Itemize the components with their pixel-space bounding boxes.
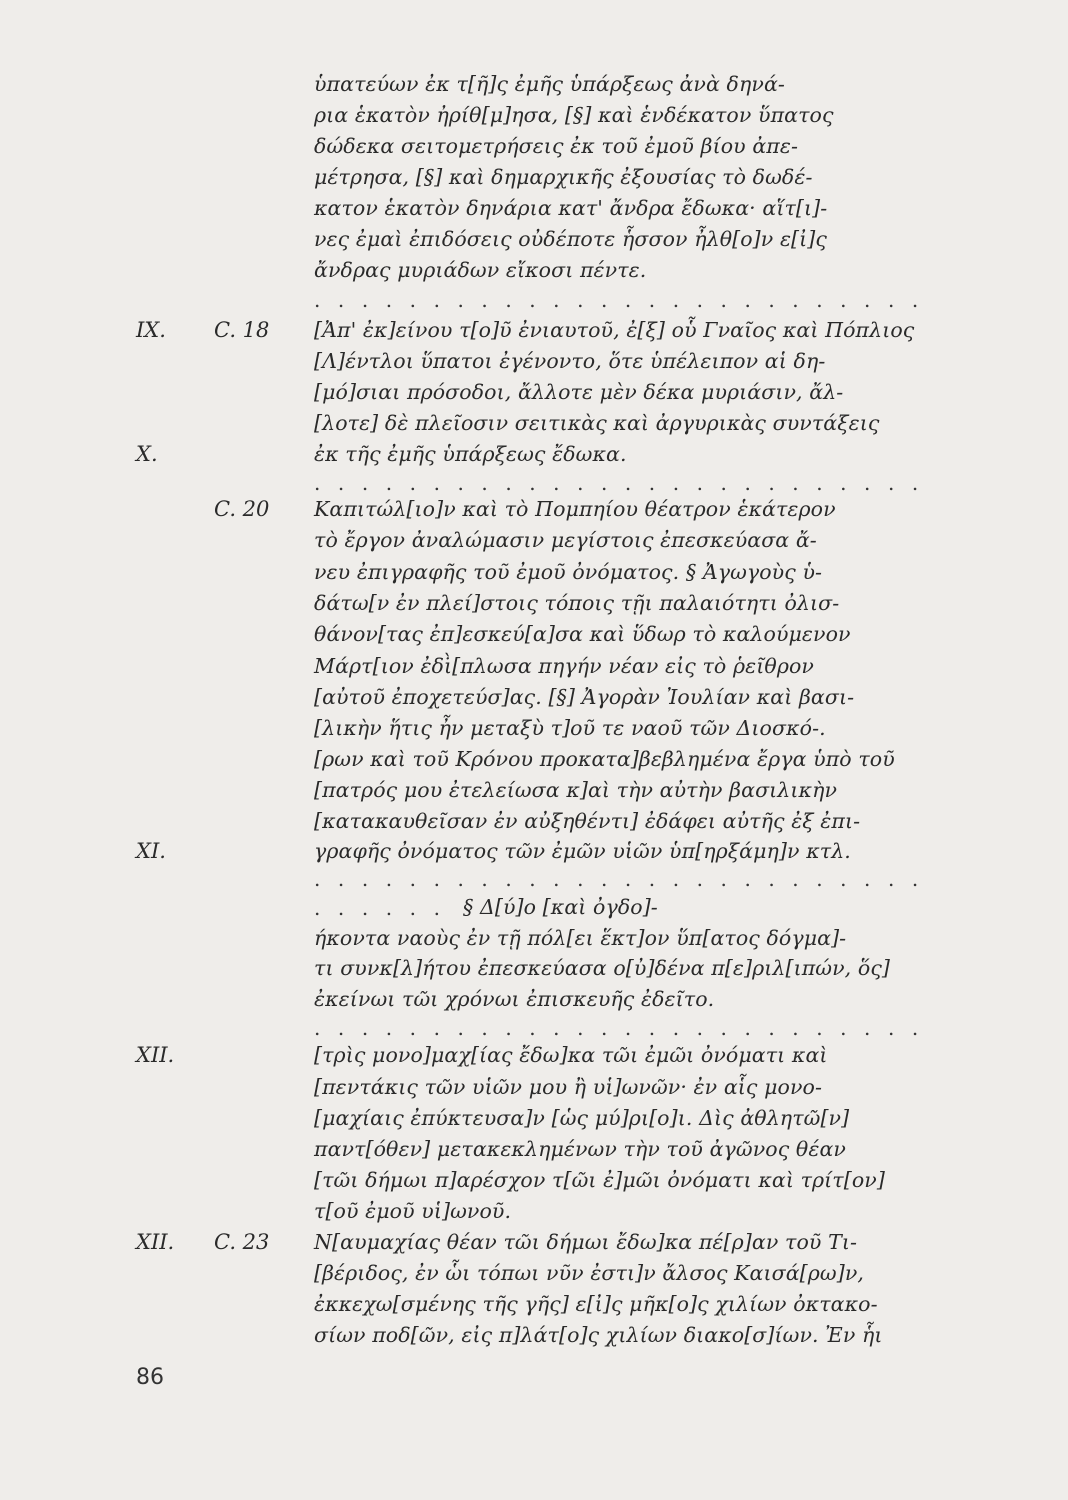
text-line: [λοτε] δὲ πλεῖοσιν σειτικὰς καὶ ἀργυρικὰς συντάξεις — [314, 411, 880, 435]
text-line: κατον ἑκατὸν δηνάρια κατ' ἄνδρα ἔδωκα· αἵτ[ι]- — [314, 196, 828, 220]
text-line: [βέριδος, ἐν ὧι τόπωι νῦν ἐστι]ν ἄλσος Καισά[ρω]ν, — [314, 1261, 865, 1285]
ellipsis-separator: . . . . . . . . . . . . . . . . . . . . . . . . . . — [314, 1016, 924, 1040]
text-line: τ[οῦ ἐμοῦ υἱ]ωνοῦ. — [314, 1199, 512, 1223]
chapter-marker-x: X. — [136, 442, 158, 466]
text-line: [Ἀπ' ἐκ]είνου τ[ο]ῦ ἐνιαυτοῦ, ἐ[ξ] οὗ Γναῖος καὶ Πόπλιος — [314, 318, 915, 342]
text-line: δώδεκα σειτομετρήσεις ἐκ τοῦ ἐμοῦ βίου ἀπε- — [314, 134, 798, 158]
text-line: [Λ]έντλοι ὕπατοι ἐγένοντο, ὅτε ὑπέλειπον αἱ δη- — [314, 349, 826, 373]
section-marker-c20: C. 20 — [214, 497, 270, 521]
text-line: γραφῆς ὀνόματος τῶν ἐμῶν υἱῶν ὑπ[ηρξάμη]ν κτλ. — [314, 839, 851, 863]
text-line: ήκοντα ναοὺς ἐν τῇ πόλ[ει ἕκτ]ον ὕπ[ατος δόγμα]- — [314, 926, 847, 950]
text-line: ἐκείνωι τῶι χρόνωι ἐπισκευῆς ἐδεῖτο. — [314, 987, 715, 1011]
ellipsis-separator: . . . . . . . . . . . . . . . . . . . . . . . . . . — [314, 288, 924, 312]
text-line: [μό]σιαι πρόσοδοι, ἄλλοτε μὲν δέκα μυριάσιν, ἄλ- — [314, 380, 844, 404]
text-line: Μάρτ[ιον ἐδι̇̀[πλωσα πηγήν νέαν εἰς τὸ ῥεῖθρον — [314, 654, 814, 678]
text-line: [πατρός μου ἐτελείωσα κ]αὶ τὴν αὐτὴν βασιλικὴν — [314, 778, 838, 802]
text-line: δάτω[ν ἐν πλεί]στοις τόποις τῇι παλαιότητι ὀλισ- — [314, 591, 840, 615]
chapter-marker-xii: XII. — [136, 1043, 175, 1067]
section-marker-c23: C. 23 — [214, 1230, 270, 1254]
text-line: ἐκκεχω[σμένης τῆς γῆς] ε[ἰ]ς μῆκ[ο]ς χιλίων ὀκτακο- — [314, 1292, 878, 1316]
page-number: 86 — [136, 1365, 164, 1390]
leading-dots: . . . . . . — [314, 896, 446, 920]
text-line: Καπιτώλ[ιο]ν καὶ τὸ Πομπηίου θέατρον ἑκάτερον — [314, 497, 836, 521]
text-line: ἐκ τῆς ἐμῆς ὑπάρξεως ἔδωκα. — [314, 442, 627, 466]
text-line: θάνον[τας ἐπ]εσκεύ[α]σα καὶ ὕδωρ τὸ καλούμενον — [314, 622, 851, 646]
text-line: [κατακαυθεῖσαν ἐν αὐξηθέντι] ἐδάφει αὐτῆς ἐξ ἐπι- — [314, 809, 861, 833]
text-line: § Δ[ύ]ο [καὶ ὀγδο]- — [463, 895, 658, 919]
text-line: σίων ποδ[ῶν, εἰς π]λάτ[ο]ς χιλίων διακο[σ]ίων. Ἐν ἧι — [314, 1323, 883, 1347]
text-line: [αὐτοῦ ἐποχετεύσ]ας. [§] Ἀγορὰν Ἰουλίαν καὶ βασι- — [314, 685, 855, 709]
text-line: [τῶι δήμωι π]αρέσχον τ[ῶι ἐ]μῶι ὀνόματι καὶ τρίτ[ον] — [314, 1168, 885, 1192]
text-line: [πεντάκις τῶν υἱῶν μου ἢ υἱ]ωνῶν· ἐν αἷς μονο- — [314, 1075, 823, 1099]
text-line: ὑπατεύων ἐκ τ[ῆ]ς ἐμῆς ὑπάρξεως ἀνὰ δηνά- — [314, 72, 785, 96]
text-line: [τρὶς μονο]μαχ[ίας ἔδω]κα τῶι ἐμῶι ὀνόματι καὶ — [314, 1043, 828, 1067]
text-line: [ρων καὶ τοῦ Κρόνου προκατα]βεβλημένα ἔργα ὑπὸ τοῦ — [314, 747, 895, 771]
text-line: ἄνδρας μυριάδων εἴκοσι πέντε. — [314, 258, 647, 282]
chapter-marker-xii: XII. — [136, 1230, 175, 1254]
chapter-marker-xi: XI. — [136, 839, 166, 863]
text-line: τι συνκ[λ]ήτου ἐπεσκεύασα ο[ὐ]δένα π[ε]ριλ[ιπών, ὅς] — [314, 956, 891, 980]
text-line: νευ ἐπιγραφῆς τοῦ ἐμοῦ ὀνόματος. § Ἀγωγοὺς ὑ- — [314, 560, 823, 584]
text-line: παντ[όθεν] μετακεκλημένων τὴν τοῦ ἀγῶνος θέαν — [314, 1137, 846, 1161]
text-line: μέτρησα, [§] καὶ δημαρχικῆς ἐξουσίας τὸ δωδέ- — [314, 165, 813, 189]
text-line: τὸ ἔργον ἀναλώμασιν μεγίστοις ἐπεσκεύασα ἄ- — [314, 528, 817, 552]
text-line: Ν[αυμαχίας θέαν τῶι δήμωι ἔδω]κα πέ[ρ]αν τοῦ Τι- — [314, 1230, 858, 1254]
ellipsis-separator: . . . . . . . . . . . . . . . . . . . . . . . . . . — [314, 867, 924, 891]
ellipsis-separator: . . . . . . . . . . . . . . . . . . . . . . . . . . — [314, 471, 924, 495]
text-line: ρια ἑκατὸν ἠρίθ[μ]ησα, [§] καὶ ἑνδέκατον ὕπατος — [314, 103, 834, 127]
text-line: [μαχίαις ἐπύκτευσα]ν [ὡς μύ]ρι[ο]ι. Δὶς ἀθλητῶ[ν] — [314, 1106, 850, 1130]
chapter-marker-ix: IX. — [136, 318, 166, 342]
text-line: νες ἐμαὶ ἐπιδόσεις οὐδέποτε ἧσσον ἦλθ[ο]ν ε[ἰ]ς — [314, 227, 827, 251]
section-marker-c18: C. 18 — [214, 318, 270, 342]
text-line: [λικὴν ἥτις ἦν μεταξὺ τ]οῦ τε ναοῦ τῶν Διοσκό-. — [314, 716, 826, 740]
